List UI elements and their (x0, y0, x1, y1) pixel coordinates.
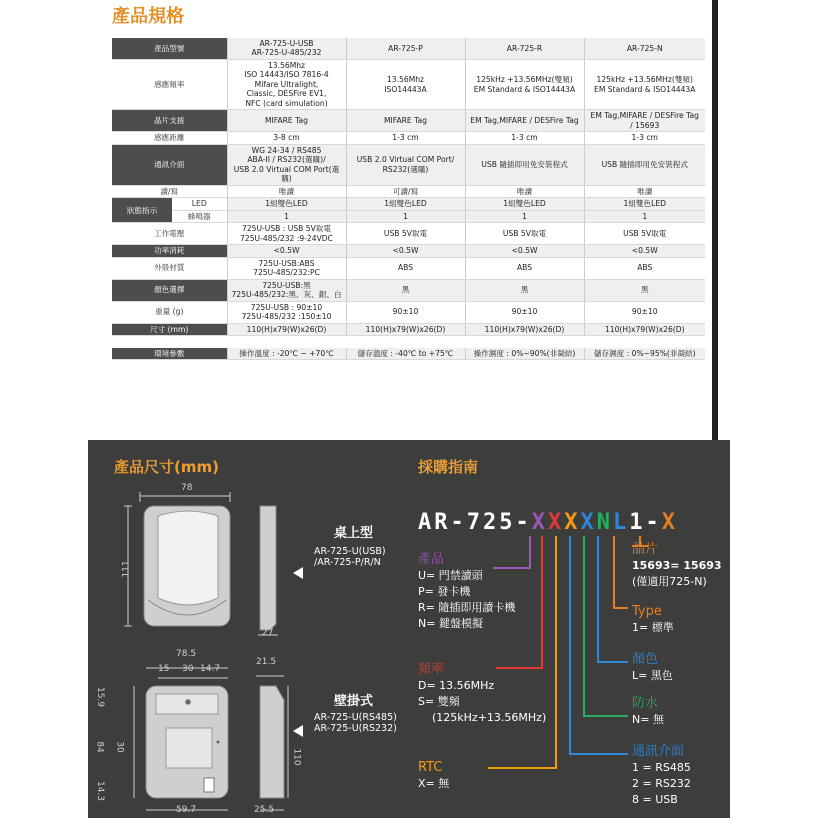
spec-label: 通訊介面 (112, 144, 227, 185)
freq-head: 頻率 (418, 662, 445, 677)
spec-row (112, 257, 705, 279)
spec-label: 讀/寫 (112, 185, 227, 197)
spec-label: 晶片支援 (112, 110, 227, 132)
comm-item: 1 = RS485 (632, 761, 691, 774)
spec-label: 感應頻率 (112, 59, 227, 109)
spec-value: 90±10 (346, 301, 465, 323)
spec-value: AR-725-U-USB AR-725-U-485/232 (227, 38, 346, 59)
dim-30-side: 30 (114, 741, 125, 753)
spec-value: <0.5W (227, 245, 346, 257)
spec-value: EM Tag,MIFARE / DESFire Tag (465, 110, 584, 132)
type-legend (632, 604, 674, 636)
spec-row (112, 110, 705, 132)
spec-value: USB 隨插即用免安裝程式 (584, 144, 705, 185)
ordering-title: 採購指南 (418, 458, 479, 476)
spec-value: 儲存濕度 : 0%~95%(非凝結) (584, 348, 705, 360)
dim-84: 84 (94, 741, 105, 753)
spec-value: 1組雙色LED (584, 198, 705, 210)
code-char: X (564, 510, 581, 535)
spec-value: 110(H)x79(W)x26(D) (346, 323, 465, 335)
spec-row (112, 144, 705, 185)
spec-value: 操作溫度 : -20℃ ~ +70℃ (227, 348, 346, 360)
spec-value: 1組雙色LED (346, 198, 465, 210)
code-char: X (547, 510, 565, 535)
spec-value: MIFARE Tag (227, 110, 346, 132)
spec-row (112, 301, 705, 323)
chip-item: (僅適用725-N) (632, 575, 707, 588)
code-char: L (612, 510, 630, 535)
freq-item: S= 雙頻 (418, 695, 460, 708)
spec-label: 產品型號 (112, 38, 227, 59)
spec-row (112, 59, 705, 109)
spec-spacer (112, 336, 705, 348)
spec-value: 725U-USB:ABS 725U-485/232:PC (227, 257, 346, 279)
spec-value: 3-8 cm (227, 132, 346, 144)
spec-value: AR-725-R (465, 38, 584, 59)
spacer-cell (112, 336, 705, 348)
freq-item: D= 13.56MHz (418, 679, 495, 692)
spec-value: 1 (227, 210, 346, 222)
spec-value: 1-3 cm (346, 132, 465, 144)
dim-25-5: 25.5 (254, 805, 275, 815)
rtc-head: RTC (418, 760, 443, 775)
spec-value: 725U-USB:黑 725U-485/232:黑、灰、銀、白 (227, 279, 346, 301)
page-title: 產品規格 (112, 6, 184, 27)
bottom-panel (88, 440, 730, 818)
spec-value: 1 (584, 210, 705, 222)
spec-value: 90±10 (584, 301, 705, 323)
spec-value: 唯讀 (227, 185, 346, 197)
spec-value: 90±10 (465, 301, 584, 323)
chip-legend (632, 542, 722, 590)
spec-value: 1-3 cm (465, 132, 584, 144)
desktop-label: 桌上型 (334, 526, 374, 541)
water-head: 防水 (632, 696, 659, 711)
spec-row (112, 279, 705, 301)
comm-head: 通訊介面 (632, 744, 685, 759)
spec-value: 黑 (465, 279, 584, 301)
spec-sublabel: LED (172, 198, 227, 210)
dim-110: 110 (291, 748, 302, 766)
comm-legend (632, 744, 691, 808)
code-char: X (580, 510, 597, 535)
spec-value: <0.5W (584, 245, 705, 257)
chip-head: 晶片 (632, 542, 659, 557)
spec-value: EM Tag,MIFARE / DESFire Tag / 15693 (584, 110, 705, 132)
spec-row-env (112, 348, 705, 360)
spec-value: ABS (465, 257, 584, 279)
spec-value: 725U-USB : USB 5V取電 725U-485/232 :9-24VDC (227, 223, 346, 245)
spec-value: 黑 (346, 279, 465, 301)
wall-models: AR-725-U(RS485) AR-725-U(RS232) (314, 712, 397, 734)
spec-label: 工作電壓 (112, 223, 227, 245)
order-code (418, 510, 678, 535)
type-item: 1= 標準 (632, 621, 674, 634)
dim-14-3: 14.3 (95, 780, 106, 802)
dim-59-7: 59.7 (176, 805, 197, 815)
dim-78: 78 (181, 483, 193, 493)
dim-15-9: 15.9 (95, 686, 106, 708)
chip-item: 15693= 15693 (632, 559, 722, 572)
product-item: U= 門禁讀頭 (418, 569, 483, 582)
desktop-models: AR-725-U(USB) /AR-725-P/R/N (314, 546, 386, 568)
spec-row (112, 323, 705, 335)
color-head: 顏色 (632, 652, 659, 667)
spec-value: 黑 (584, 279, 705, 301)
code-char: - (645, 510, 662, 535)
code-char: X (531, 510, 548, 535)
freq-legend (418, 662, 546, 726)
type-head: Type (632, 604, 662, 619)
water-legend (632, 696, 664, 728)
spec-value: USB 5V取電 (584, 223, 705, 245)
spec-value: 1組雙色LED (227, 198, 346, 210)
spec-value: 1 (346, 210, 465, 222)
dim-30-top: 30 (182, 664, 194, 674)
spec-value: 110(H)x79(W)x26(D) (465, 323, 584, 335)
spec-table (112, 38, 705, 360)
spec-value: 110(H)x79(W)x26(D) (584, 323, 705, 335)
spec-value: 125kHz +13.56MHz(雙頻) EM Standard & ISO14443A (465, 59, 584, 109)
spec-row (112, 223, 705, 245)
spec-value: <0.5W (465, 245, 584, 257)
product-item: R= 隨插即用讀卡機 (418, 601, 516, 614)
code-char: N (596, 510, 613, 535)
spec-row (112, 185, 705, 197)
spec-value: 1組雙色LED (465, 198, 584, 210)
spec-value: 110(H)x79(W)x26(D) (227, 323, 346, 335)
spec-row (112, 210, 705, 222)
spec-value: ABS (346, 257, 465, 279)
product-head: 產品 (418, 552, 445, 567)
spec-row (112, 38, 705, 59)
spec-row (112, 132, 705, 144)
spec-value: 13.56Mhz ISO14443A (346, 59, 465, 109)
spec-value: 可讀/寫 (346, 185, 465, 197)
wall-label: 壁掛式 (334, 694, 374, 709)
dimensions-title: 產品尺寸(mm) (114, 458, 219, 476)
spec-value: 唯讀 (584, 185, 705, 197)
spec-value: 125kHz +13.56MHz(雙頻) EM Standard & ISO14443A (584, 59, 705, 109)
product-legend (418, 552, 515, 632)
dim-15: 15 (158, 664, 170, 674)
spec-value: WG 24-34 / RS485 ABA-II / RS232(選購)/ USB 2.0 Virtual COM Port(選購) (227, 144, 346, 185)
spec-label: 狀態指示 (112, 198, 172, 223)
dim-27: 27 (262, 628, 274, 638)
dim-111: 111 (121, 560, 132, 578)
spec-value: 儲存溫度 : -40℃ to +75℃ (346, 348, 465, 360)
spec-label: 功率消耗 (112, 245, 227, 257)
spec-value: AR-725-P (346, 38, 465, 59)
dim-21-5: 21.5 (256, 657, 277, 667)
product-item: N= 鍵盤模擬 (418, 617, 483, 630)
spec-value: 操作濕度 : 0%~90%(非凝結) (465, 348, 584, 360)
spec-value: 13.56Mhz ISO 14443/ISO 7816-4 Mifare Ultralight, Classic, DESFire EV1, NFC (card simulation) (227, 59, 346, 109)
code-char: X (661, 510, 678, 535)
spec-label: 尺寸 (mm) (112, 323, 227, 335)
code-char: 1 (629, 510, 646, 535)
freq-item: (125kHz+13.56MHz) (432, 711, 547, 724)
spec-row (112, 245, 705, 257)
spec-value: USB 5V取電 (346, 223, 465, 245)
spec-label: 環境參數 (112, 348, 227, 360)
product-item: P= 發卡機 (418, 585, 471, 598)
rtc-item: X= 無 (418, 777, 450, 790)
spec-value: 1-3 cm (584, 132, 705, 144)
spec-label: 重量 (g) (112, 301, 227, 323)
spec-value: 唯讀 (465, 185, 584, 197)
rtc-legend (418, 760, 449, 792)
spec-label: 感應距離 (112, 132, 227, 144)
color-item: L= 黑色 (632, 669, 673, 682)
spec-value: USB 5V取電 (465, 223, 584, 245)
spec-label: 外殼材質 (112, 257, 227, 279)
side-bar (712, 0, 718, 440)
comm-item: 8 = USB (632, 793, 678, 806)
dim-78-5: 78.5 (176, 649, 197, 659)
spec-value: USB 隨插即用免安裝程式 (465, 144, 584, 185)
comm-item: 2 = RS232 (632, 777, 691, 790)
spec-value: AR-725-N (584, 38, 705, 59)
spec-value: 1 (465, 210, 584, 222)
water-item: N= 無 (632, 713, 664, 726)
spec-value: 725U-USB : 90±10 725U-485/232 :150±10 (227, 301, 346, 323)
spec-label: 顏色選擇 (112, 279, 227, 301)
spec-value: ABS (584, 257, 705, 279)
spec-value: USB 2.0 Virtual COM Port/ RS232(選購) (346, 144, 465, 185)
spec-row (112, 198, 705, 210)
dim-14-7: 14.7 (200, 664, 221, 674)
spec-value: MIFARE Tag (346, 110, 465, 132)
spec-value: <0.5W (346, 245, 465, 257)
color-legend (632, 652, 673, 684)
spec-sublabel: 蜂鳴器 (172, 210, 227, 222)
code-prefix: AR-725- (418, 510, 532, 535)
